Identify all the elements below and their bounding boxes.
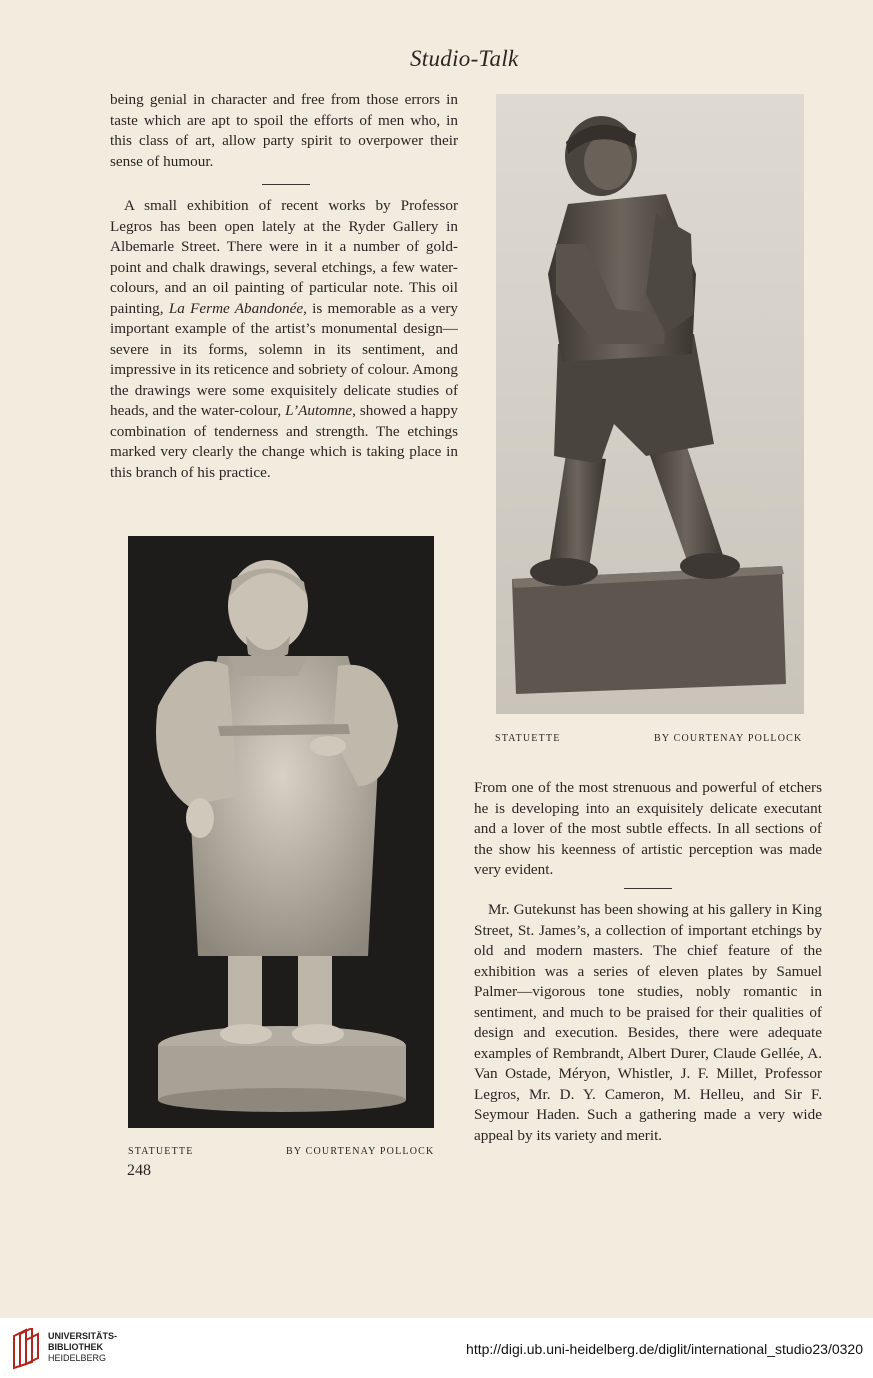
footer-bar [0, 1318, 873, 1378]
painting-title-ferme: La Ferme Abandonée [168, 299, 304, 317]
page-number: 248 [127, 1162, 151, 1179]
library-line-1: UNIVERSITÄTS- [48, 1331, 118, 1341]
section-divider [262, 184, 310, 185]
library-line-2: BIBLIOTHEK [48, 1342, 103, 1352]
source-url-link[interactable]: http://digi.ub.uni-heidelberg.de/diglit/international_studio23/0320 [466, 1341, 863, 1357]
statuette-boy-plate [496, 94, 804, 714]
right-caption-title: STATUETTE [495, 733, 561, 744]
etchers-paragraph: From one of the most strenuous and powerful of etchers he is developing into an exquisitely delicate executant and a lover of the most subtle effects. In all sections of the show his keenness of artistic perception was made very evident. [474, 779, 822, 878]
left-caption-title: STATUETTE [128, 1146, 194, 1157]
statuette-man-image [128, 536, 434, 1128]
legros-text-3: , showed a happy combination of tenderness and strength. The etchings marked very clearly the change which is taking place in this branch of his practice. [110, 402, 458, 481]
statuette-man-plate [128, 536, 434, 1128]
library-line-3: HEIDELBERG [48, 1353, 107, 1363]
legros-paragraph [110, 196, 458, 483]
left-column-intro [110, 90, 458, 172]
legros-text-1: A small exhibition of recent works by Professor Legros has been open lately at the Ryder Gallery in Albemarle Street. There were in it a number of gold-point and chalk drawings, several etchings, a few water-colours, and an oil painting of particular note. This oil painting, [110, 197, 458, 317]
left-caption-artist: BY COURTENAY POLLOCK [286, 1146, 435, 1157]
library-name [48, 1331, 117, 1364]
section-divider-right [624, 888, 672, 889]
left-column-legros [110, 196, 458, 483]
statuette-boy-image [496, 94, 804, 714]
gutekunst-paragraph: Mr. Gutekunst has been showing at his gallery in King Street, St. James’s, a collection of important etchings by old and modern masters. The chief feature of the exhibition was a series of eleven plates by Samuel Palmer—vigorous tone studies, nobly romantic in sentiment, and much to be praised for their qualities of design and execution. Besides, there were adequate examples of Rembrandt, Albert Durer, Claude Gellée, A. Van Ostade, Méryon, Whistler, J. F. Millet, Professor Legros, Mr. D. Y. Cameron, M. Helleu, and Sir F. Seymour Haden. Such a gathering made a very wide appeal by its variety and merit. [474, 901, 822, 1144]
painting-title-automne: L’Automne [285, 402, 353, 419]
library-logo-icon [10, 1328, 40, 1370]
right-column-gutekunst [474, 900, 822, 1146]
running-head: Studio-Talk [410, 46, 519, 71]
legros-text-2: , is memorable as a very important example of the artist’s monumental design—severe in its forms, solemn in its sentiment, and impressive in its reticence and sobriety of colour. Among the drawings were some exquisitely delicate studies of heads, and the water-colour, [110, 299, 459, 419]
intro-paragraph: being genial in character and free from those errors in taste which are apt to spoil the efforts of men who, in this class of art, allow party spirit to overpower their sense of humour. [110, 91, 458, 170]
right-column-etchers [474, 778, 822, 881]
right-caption-artist: BY COURTENAY POLLOCK [654, 733, 803, 744]
